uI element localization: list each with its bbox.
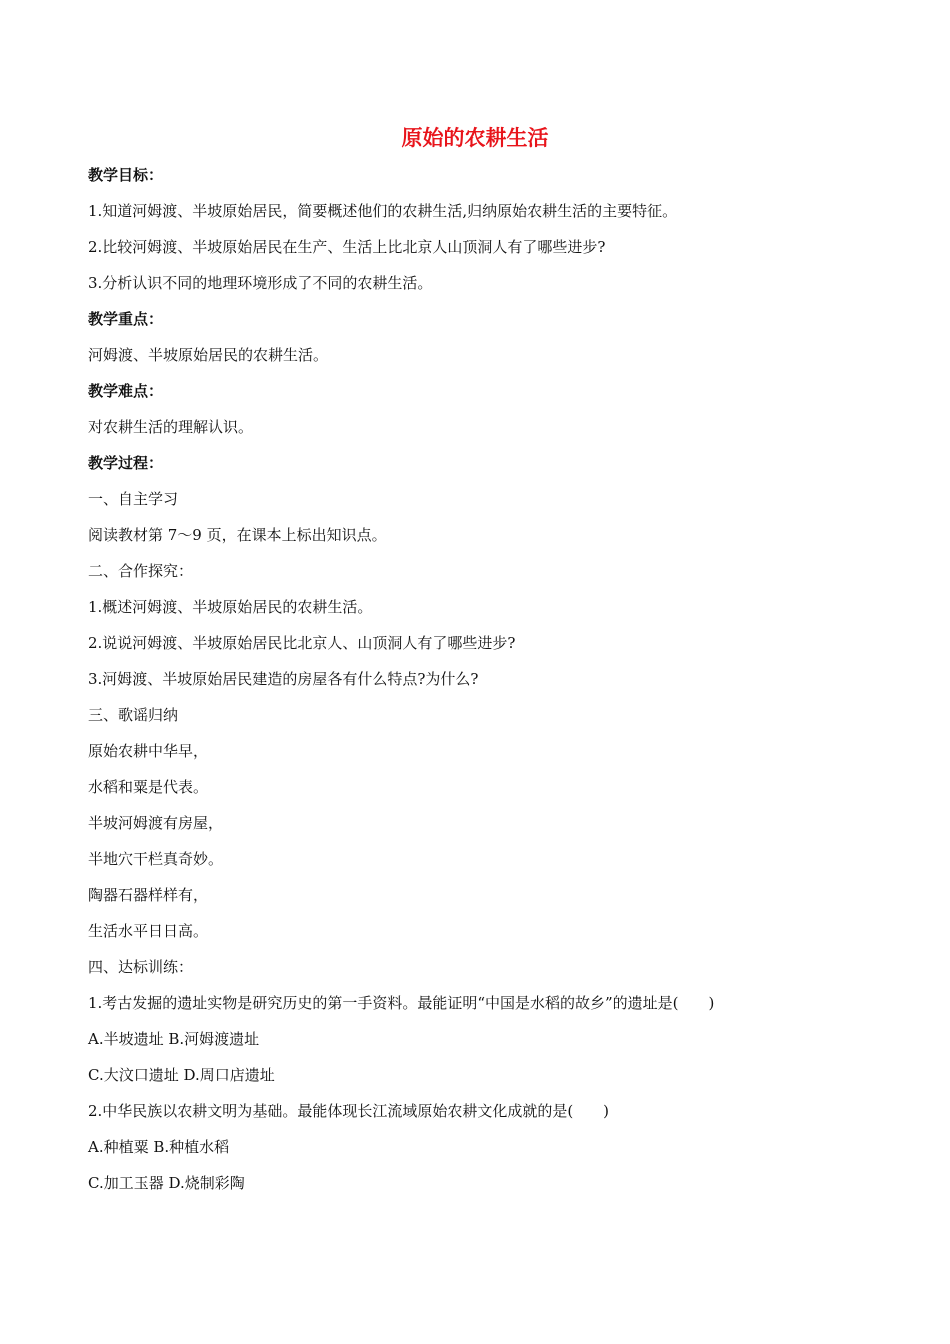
self-study-text: 阅读教材第 7～9 页，在课本上标出知识点。 — [88, 526, 387, 544]
key-point-text: 河姆渡、半坡原始居民的农耕生活。 — [88, 346, 329, 364]
section-heading-objectives: 教学目标： — [88, 166, 164, 184]
rhyme-line-2: 水稻和粟是代表。 — [88, 778, 209, 796]
objective-item-2: 2.比较河姆渡、半坡原始居民在生产、生活上比北京人山顶洞人有了哪些进步? — [88, 238, 606, 256]
exercise-2-options-ab: A.种植粟 B.种植水稻 — [88, 1138, 230, 1156]
rhyme-line-6: 生活水平日日高。 — [88, 922, 209, 940]
cooperation-item-1: 1.概述河姆渡、半坡原始居民的农耕生活。 — [88, 598, 373, 616]
rhyme-line-1: 原始农耕中华早， — [88, 742, 209, 760]
difficulty-text: 对农耕生活的理解认识。 — [88, 418, 254, 436]
rhyme-line-4: 半地穴干栏真奇妙。 — [88, 850, 224, 868]
section-heading-process: 教学过程： — [88, 454, 164, 472]
exercise-1-options-cd: C.大汶口遗址 D.周口店遗址 — [88, 1066, 275, 1084]
cooperation-item-3: 3.河姆渡、半坡原始居民建造的房屋各有什么特点?为什么? — [88, 670, 479, 688]
section-heading-difficulties: 教学难点： — [88, 382, 164, 400]
rhyme-line-3: 半坡河姆渡有房屋， — [88, 814, 224, 832]
process-step-self-study: 一、自主学习 — [88, 490, 179, 508]
process-step-cooperation: 二、合作探究： — [88, 562, 194, 580]
process-step-rhyme: 三、歌谣归纳 — [88, 706, 179, 724]
exercise-2-options-cd: C.加工玉器 D.烧制彩陶 — [88, 1174, 245, 1192]
exercise-question-1: 1.考古发掘的遗址实物是研究历史的第一手资料。最能证明“中国是水稻的故乡”的遗址是( ) — [88, 994, 715, 1012]
objective-item-3: 3.分析认识不同的地理环境形成了不同的农耕生活。 — [88, 274, 433, 292]
rhyme-line-5: 陶器石器样样有， — [88, 886, 209, 904]
document-title: 原始的农耕生活 — [401, 126, 549, 150]
section-heading-key-points: 教学重点： — [88, 310, 164, 328]
exercise-question-2: 2.中华民族以农耕文明为基础。最能体现长江流域原始农耕文化成就的是( ) — [88, 1102, 610, 1120]
process-step-exercises: 四、达标训练： — [88, 958, 194, 976]
exercise-1-options-ab: A.半坡遗址 B.河姆渡遗址 — [88, 1030, 260, 1048]
document-body — [88, 160, 868, 1204]
objective-item-1: 1.知道河姆渡、半坡原始居民，简要概述他们的农耕生活,归纳原始农耕生活的主要特征。 — [88, 202, 678, 220]
cooperation-item-2: 2.说说河姆渡、半坡原始居民比北京人、山顶洞人有了哪些进步? — [88, 634, 516, 652]
